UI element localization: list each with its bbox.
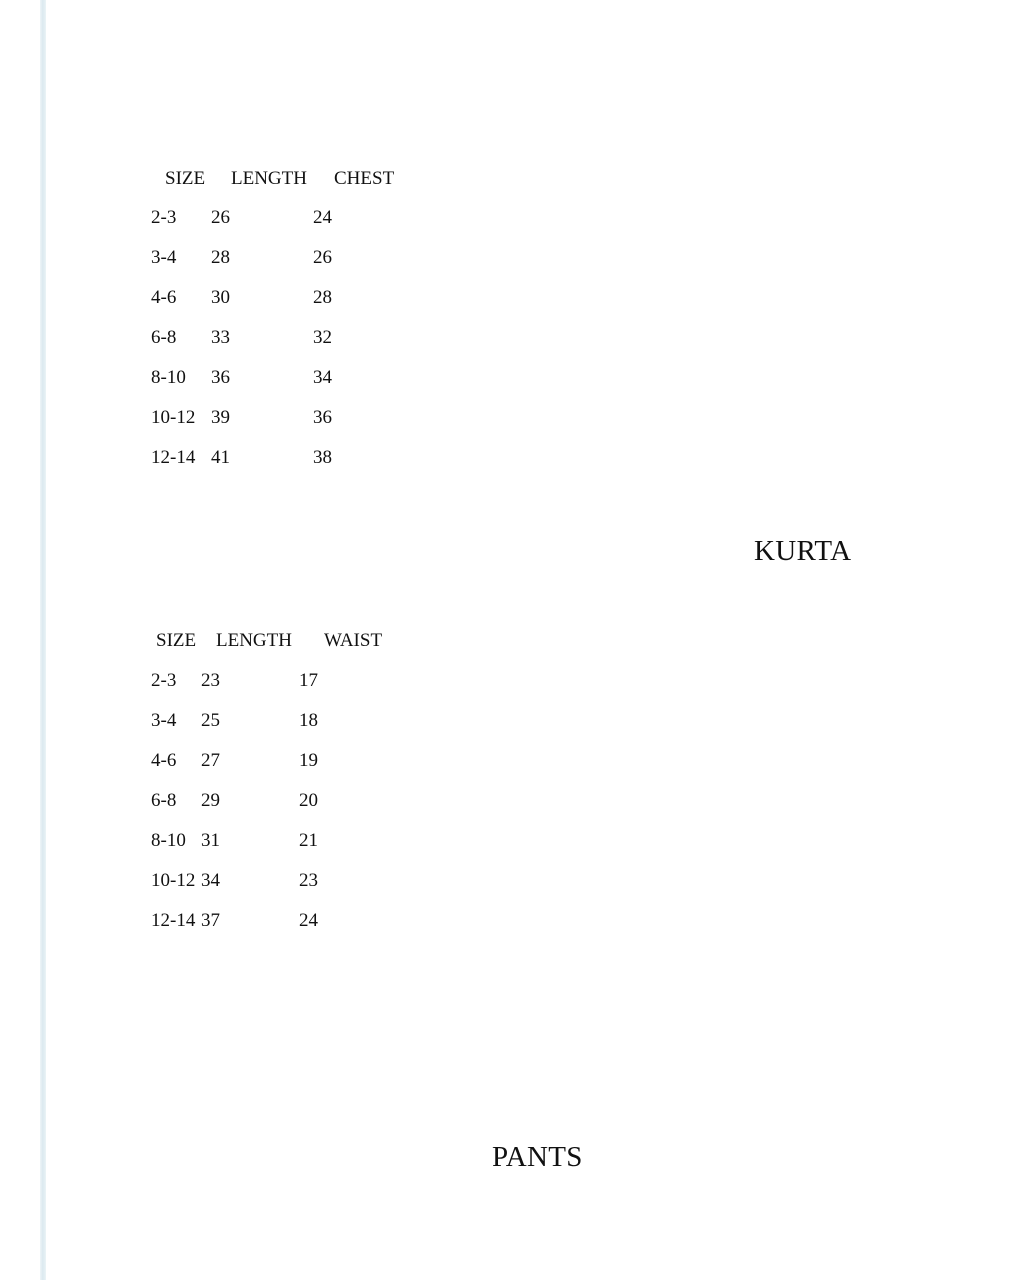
- pants-row-7-length: 37: [201, 910, 220, 931]
- kurta-header-size: SIZE: [165, 168, 206, 189]
- pants-row-7-waist: 24: [299, 910, 318, 931]
- pants-row-7-size: 12-14: [151, 910, 196, 931]
- kurta-row-4-chest: 32: [313, 327, 332, 348]
- page-left-edge: [40, 0, 46, 1280]
- pants-row-2-waist: 18: [299, 710, 318, 731]
- pants-row-6-length: 34: [201, 870, 220, 891]
- pants-header-size: SIZE: [156, 630, 197, 651]
- pants-header-waist: WAIST: [324, 630, 383, 651]
- kurta-row-5-size: 8-10: [151, 367, 186, 388]
- kurta-row-1-size: 2-3: [151, 207, 177, 228]
- kurta-row-3-chest: 28: [313, 287, 332, 308]
- kurta-row-5-chest: 34: [313, 367, 332, 388]
- pants-row-5-waist: 21: [299, 830, 318, 851]
- kurta-row-2-length: 28: [211, 247, 230, 268]
- pants-row-1-size: 2-3: [151, 670, 177, 691]
- pants-row-5-length: 31: [201, 830, 220, 851]
- pants-header-length: LENGTH: [216, 630, 292, 651]
- pants-row-4-length: 29: [201, 790, 220, 811]
- kurta-row-4-length: 33: [211, 327, 230, 348]
- pants-row-3-length: 27: [201, 750, 220, 771]
- kurta-row-2-chest: 26: [313, 247, 332, 268]
- kurta-row-4-size: 6-8: [151, 327, 177, 348]
- kurta-header-chest: CHEST: [334, 168, 395, 189]
- kurta-row-3-length: 30: [211, 287, 230, 308]
- pants-row-4-size: 6-8: [151, 790, 177, 811]
- pants-row-3-waist: 19: [299, 750, 318, 771]
- pants-row-3-size: 4-6: [151, 750, 177, 771]
- kurta-row-6-length: 39: [211, 407, 230, 428]
- kurta-row-6-chest: 36: [313, 407, 332, 428]
- kurta-row-1-length: 26: [211, 207, 230, 228]
- kurta-row-1-chest: 24: [313, 207, 332, 228]
- kurta-row-6-size: 10-12: [151, 407, 196, 428]
- pants-row-2-length: 25: [201, 710, 220, 731]
- kurta-row-7-chest: 38: [313, 447, 332, 468]
- pants-row-6-size: 10-12: [151, 870, 196, 891]
- kurta-row-2-size: 3-4: [151, 247, 177, 268]
- kurta-row-3-size: 4-6: [151, 287, 177, 308]
- kurta-row-5-length: 36: [211, 367, 230, 388]
- pants-row-1-length: 23: [201, 670, 220, 691]
- kurta-row-7-size: 12-14: [151, 447, 196, 468]
- pants-row-4-waist: 20: [299, 790, 318, 811]
- pants-row-6-waist: 23: [299, 870, 318, 891]
- kurta-heading: KURTA: [754, 535, 852, 567]
- kurta-row-7-length: 41: [211, 447, 230, 468]
- pants-row-2-size: 3-4: [151, 710, 177, 731]
- pants-row-1-waist: 17: [299, 670, 318, 691]
- pants-row-5-size: 8-10: [151, 830, 186, 851]
- pants-heading: PANTS: [492, 1141, 583, 1173]
- kurta-header-length: LENGTH: [231, 168, 307, 189]
